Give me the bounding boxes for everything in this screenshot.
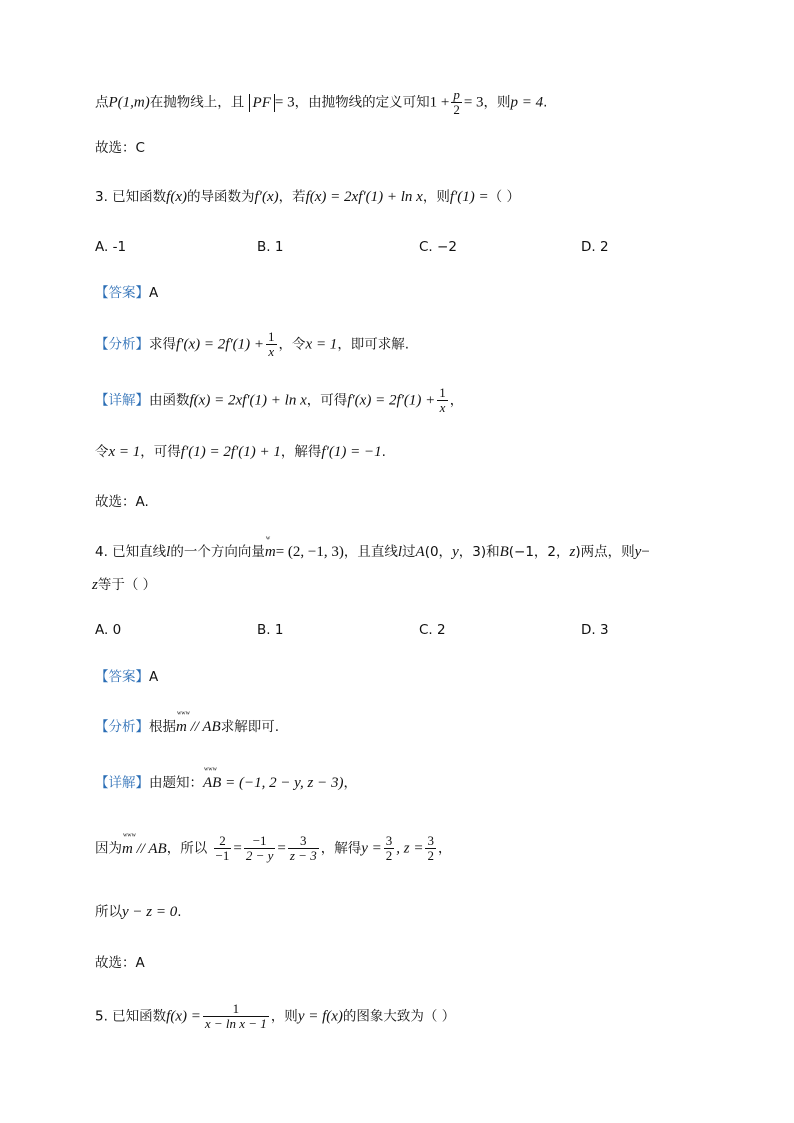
answer-choice-line: 故选：C [95,140,145,156]
q3-option-a: A. -1 [95,239,127,255]
q3-option-b: B. 1 [257,239,284,255]
question-4-continued: z等于（ ） [92,577,157,593]
question-5: 5. 已知函数f(x) = $\frac{1}{\text{x − ln x − 1}}$ ，则y = f(x)的图象大致为（ ） [95,1001,456,1031]
text-line-1: 点P(1,m)在抛物线上，且 PF = 3，由抛物线的定义可知1 + $\frac{p}{2}$ = 3，则p = 4. [95,87,548,117]
q3-option-d: D. 2 [581,239,609,255]
question-4: 4. 已知直线l的一个方向向量ʷ m= (2, −1, 3)，且直线l过A(0，y，3)和B(−1，2，z)两点，则y− [95,542,650,562]
q3-option-c: C. −2 [419,239,457,255]
fraction: $\frac{2}{-1}$ [215,833,230,863]
detail-4-result: 所以y − z = 0. [95,904,182,920]
q4-option-d: D. 3 [581,622,609,638]
fraction: $\frac{p}{2}$ [453,87,460,117]
detail-3-continued: 令x = 1，可得f′(1) = 2f′(1) + 1，解得f′(1) = −1. [95,444,386,460]
q4-option-a: A. 0 [95,622,122,638]
fraction: $\frac{1}{x}$ [439,385,446,415]
analysis-4: 【分析】根据ʷʷʷ m // AB求解即可. [95,717,279,737]
answer-4: 【答案】A [95,669,159,685]
answer-choice-line: 故选：A. [95,494,149,510]
fraction: $\frac{3}{2}$ [427,833,434,863]
fraction: $\frac{1}{x}$ [268,329,275,359]
answer-choice-line: 故选：A [95,955,145,971]
detail-3: 【详解】由函数f(x) = 2xf′(1) + ln x，可得f′(x) = 2f′(1) + $\frac{1}{x}$ ， [95,385,464,415]
answer-3: 【答案】A [95,285,159,301]
fraction: $\frac{1}{\text{x − ln x − 1}}$ [204,1001,267,1031]
q4-option-c: C. 2 [419,622,446,638]
q4-option-b: B. 1 [257,622,284,638]
fraction: $\frac{-1}{2 - y}$ [245,833,274,863]
analysis-3: 【分析】求得f′(x) = 2f′(1) + $\frac{1}{x}$ ，令x = 1，即可求解. [95,329,410,359]
question-3: 3. 已知函数f(x)的导函数为f′(x)，若f(x) = 2xf′(1) + ln x，则f′(1) =（ ） [95,189,520,205]
fraction: $\frac{3}{z - 3}$ [289,833,317,863]
detail-4-continued: 因为ʷʷʷ m // AB，所以 $\frac{2}{-1}$ = $\frac{-1}{2 - y}$ = $\frac{3}{z - 3}$ ，解得y = $\frac{3}{2}$ , z = $\frac{3}{2}$ ， [95,834,451,863]
detail-4: 【详解】由题知：ʷʷʷ AB = (−1, 2 − y, z − 3)， [95,773,357,793]
fraction: $\frac{3}{2}$ [385,833,393,863]
